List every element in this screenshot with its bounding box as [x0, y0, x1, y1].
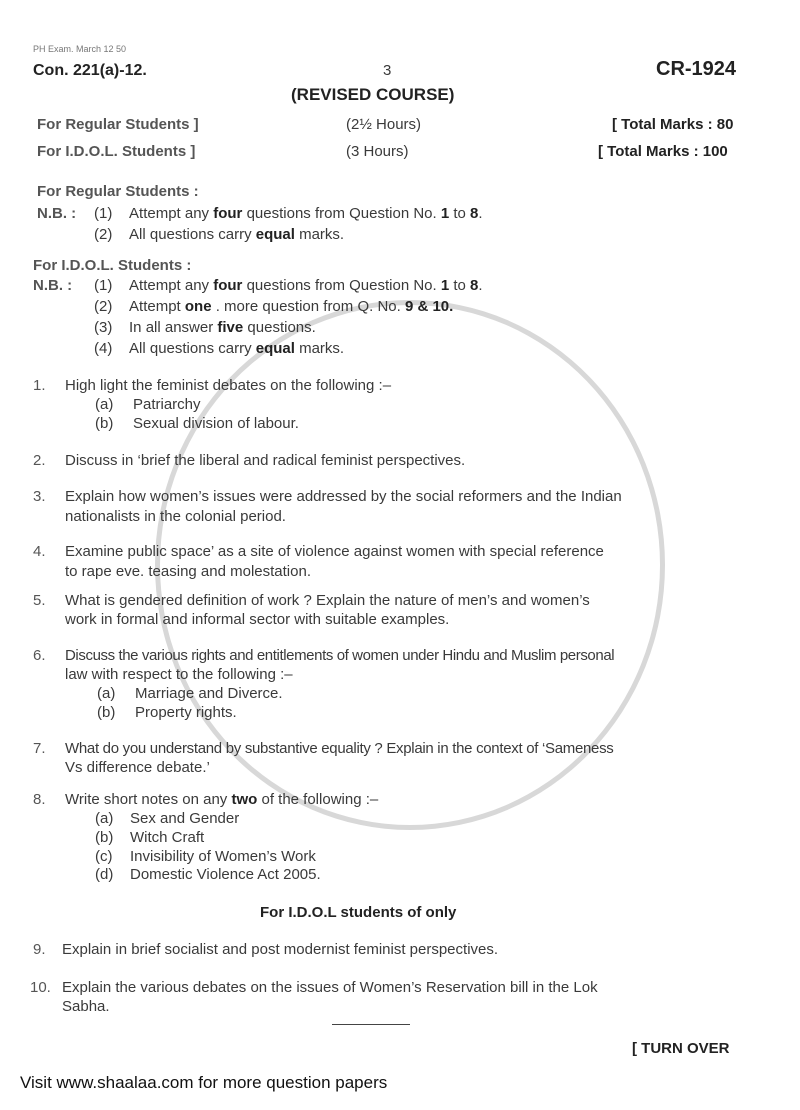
question-number: 2.	[33, 452, 46, 469]
question-text: Explain in brief socialist and post modernist feminist perspectives.	[62, 941, 499, 958]
question-number: 9.	[33, 941, 46, 958]
question-text: Discuss in ‘brief the liberal and radical feminist perspectives.	[65, 452, 466, 469]
nb-label: N.B. :	[37, 205, 77, 222]
question-number: 6.	[33, 647, 46, 664]
instruction: (2) All questions carry equal marks.	[94, 226, 345, 243]
question-text: What do you understand by substantive equality ? Explain in the context of ‘Sameness	[65, 740, 614, 757]
sub-item-label: (d)	[95, 866, 114, 883]
instruction: (2) Attempt one . more question from Q. No. 9 & 10.	[94, 298, 454, 315]
question-number: 1.	[33, 377, 46, 394]
regular-marks: [ Total Marks : 80	[612, 116, 734, 133]
instruction: (1) Attempt any four questions from Question No. 1 to 8.	[94, 205, 483, 222]
question-text: work in formal and informal sector with suitable examples.	[65, 611, 450, 628]
question-number: 8.	[33, 791, 46, 808]
turn-over: [ TURN OVER	[632, 1040, 730, 1057]
paper-id: CR-1924	[656, 58, 737, 80]
question-text: Examine public space’ as a site of violence against women with special reference	[65, 543, 604, 560]
end-rule	[332, 1024, 410, 1025]
question-text: law with respect to the following :–	[65, 666, 293, 683]
sub-item-text: Patriarchy	[133, 396, 201, 413]
instruction: (3) In all answer five questions.	[94, 319, 316, 336]
question-text: Explain the various debates on the issues of Women’s Reservation bill in the Lok	[62, 979, 598, 996]
question-text: nationalists in the colonial period.	[65, 508, 286, 525]
question-number: 7.	[33, 740, 46, 757]
instruction: (1) Attempt any four questions from Question No. 1 to 8.	[94, 277, 483, 294]
footer-text: Visit www.shaalaa.com for more question papers	[20, 1073, 388, 1092]
sub-item-label: (b)	[95, 829, 114, 846]
sub-item-text: Domestic Violence Act 2005.	[130, 866, 321, 883]
sub-item-text: Sexual division of labour.	[133, 415, 299, 432]
question-text: Vs difference debate.’	[65, 759, 210, 776]
sub-item-label: (b)	[95, 415, 114, 432]
sub-item-text: Property rights.	[135, 704, 237, 721]
question-number: 3.	[33, 488, 46, 505]
question-text: Explain how women’s issues were addressed by the social reformers and the Indian	[65, 488, 622, 505]
sub-item-label: (b)	[97, 704, 116, 721]
question-text: Sabha.	[62, 998, 110, 1015]
idol-label: For I.D.O.L. Students ]	[37, 143, 196, 160]
sub-item-text: Witch Craft	[130, 829, 205, 846]
idol-marks: [ Total Marks : 100	[598, 143, 728, 160]
regular-hours: (2½ Hours)	[346, 116, 422, 133]
sub-item-text: Sex and Gender	[130, 810, 240, 827]
question-number: 5.	[33, 592, 46, 609]
exam-stamp: PH Exam. March 12 50	[33, 44, 127, 54]
question-number: 10.	[30, 979, 51, 996]
nb-label: N.B. :	[33, 277, 73, 294]
question-text: What is gendered definition of work ? Explain the nature of men’s and women’s	[65, 592, 590, 609]
idol-instructions-heading: For I.D.O.L. Students :	[33, 257, 192, 274]
question-text: to rape eve. teasing and molestation.	[65, 563, 311, 580]
instruction: (4) All questions carry equal marks.	[94, 340, 345, 357]
page-number: 3	[383, 62, 392, 79]
question-text: High light the feminist debates on the following :–	[65, 377, 392, 394]
idol-section-heading: For I.D.O.L students of only	[260, 904, 457, 921]
sub-item-label: (a)	[95, 396, 114, 413]
regular-label: For Regular Students ]	[37, 116, 199, 133]
idol-hours: (3 Hours)	[346, 143, 409, 160]
question-text: Discuss the various rights and entitlements of women under Hindu and Muslim personal	[65, 647, 615, 664]
sub-item-label: (c)	[95, 848, 113, 865]
sub-item-label: (a)	[95, 810, 114, 827]
course-title: (REVISED COURSE)	[291, 85, 455, 104]
paper-code: Con. 221(a)-12.	[33, 62, 147, 79]
question-text: Write short notes on any two of the following :–	[65, 791, 379, 808]
question-number: 4.	[33, 543, 46, 560]
sub-item-label: (a)	[97, 685, 116, 702]
sub-item-text: Marriage and Diverce.	[135, 685, 283, 702]
sub-item-text: Invisibility of Women’s Work	[130, 848, 316, 865]
regular-instructions-heading: For Regular Students :	[37, 183, 199, 200]
